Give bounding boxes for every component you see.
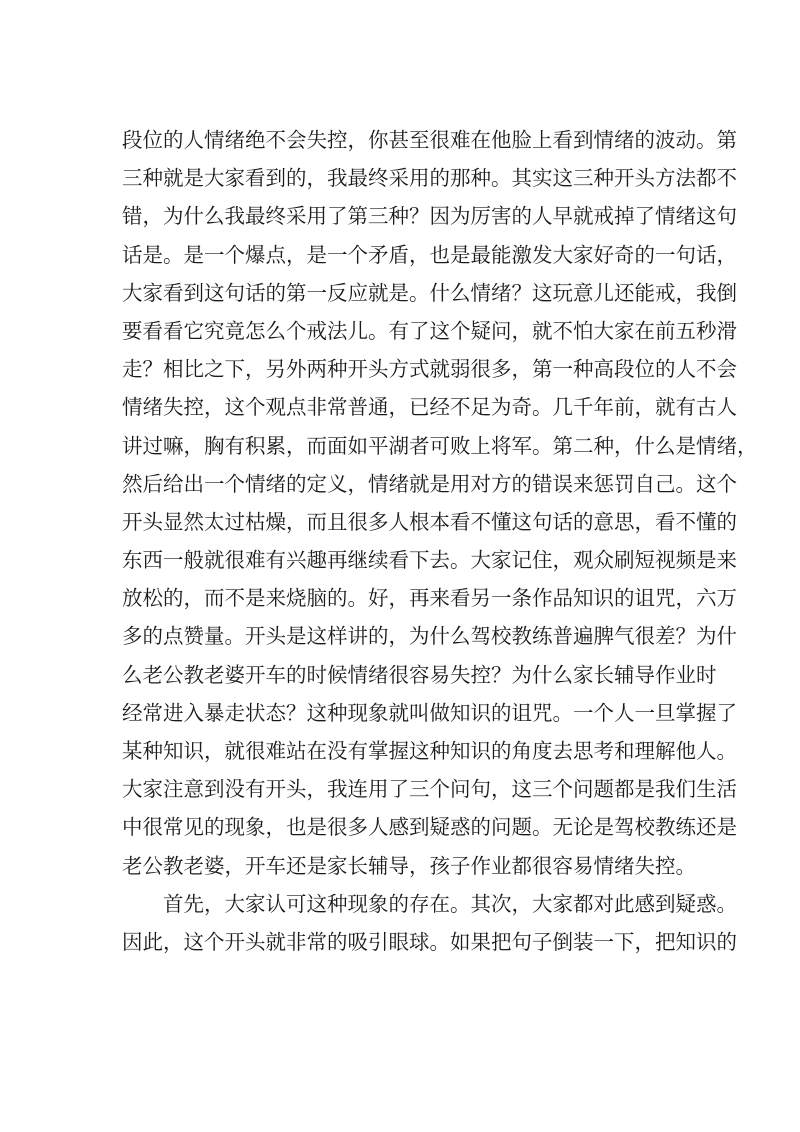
text-line: 讲过嘛，胸有积累，而面如平湖者可败上将军。第二种，什么是情绪， [122,433,758,458]
text-line: 开头显然太过枯燥，而且很多人根本看不懂这句话的意思，看不懂的 [122,509,737,534]
text-line: 要看看它究竟怎么个戒法儿。有了这个疑问，就不怕大家在前五秒滑 [122,318,737,343]
text-line: 走？相比之下，另外两种开头方式就弱很多，第一种高段位的人不会 [122,357,737,382]
text-line: 放松的，而不是来烧脑的。好，再来看另一条作品知识的诅咒，六万 [122,586,737,611]
body-text [122,121,758,961]
text-line: 段位的人情绪绝不会失控，你甚至很难在他脸上看到情绪的波动。第 [122,128,737,152]
text-line: 话是。是一个爆点，是一个矛盾，也是最能激发大家好奇的一句话， [122,242,737,267]
text-line: 中很常见的现象，也是很多人感到疑惑的问题。无论是驾校教练还是 [122,815,737,840]
text-line: 大家看到这句话的第一反应就是。什么情绪？这玩意儿还能戒，我倒 [122,280,737,305]
text-line: 因此，这个开头就非常的吸引眼球。如果把句子倒装一下，把知识的 [122,929,737,954]
text-line: 东西一般就很难有兴趣再继续看下去。大家记住，观众刷短视频是来 [122,548,737,573]
text-line-paragraph-end: 老公教老婆，开车还是家长辅导，孩子作业都很容易情绪失控。 [122,853,696,878]
text-line-paragraph-start: 首先，大家认可这种现象的存在。其次，大家都对此感到疑惑。 [163,891,737,916]
text-line: 经常进入暴走状态？这种现象就叫做知识的诅咒。一个人一旦掌握了 [122,700,737,725]
text-line: 错，为什么我最终采用了第三种？因为厉害的人早就戒掉了情绪这句 [122,204,737,229]
text-line: 然后给出一个情绪的定义，情绪就是用对方的错误来惩罚自己。这个 [122,471,737,496]
text-line: 某种知识，就很难站在没有掌握这种知识的角度去思考和理解他人。 [122,739,737,763]
text-line: 情绪失控，这个观点非常普通，已经不足为奇。几千年前，就有古人 [122,395,737,420]
text-line: 多的点赞量。开头是这样讲的，为什么驾校教练普遍脾气很差？为什 [122,624,737,649]
text-line: 三种就是大家看到的，我最终采用的那种。其实这三种开头方法都不 [122,166,737,191]
text-line: 大家注意到没有开头，我连用了三个问句，这三个问题都是我们生活 [122,777,737,802]
text-line: 么老公教老婆开车的时候情绪很容易失控？为什么家长辅导作业时 [122,662,717,687]
